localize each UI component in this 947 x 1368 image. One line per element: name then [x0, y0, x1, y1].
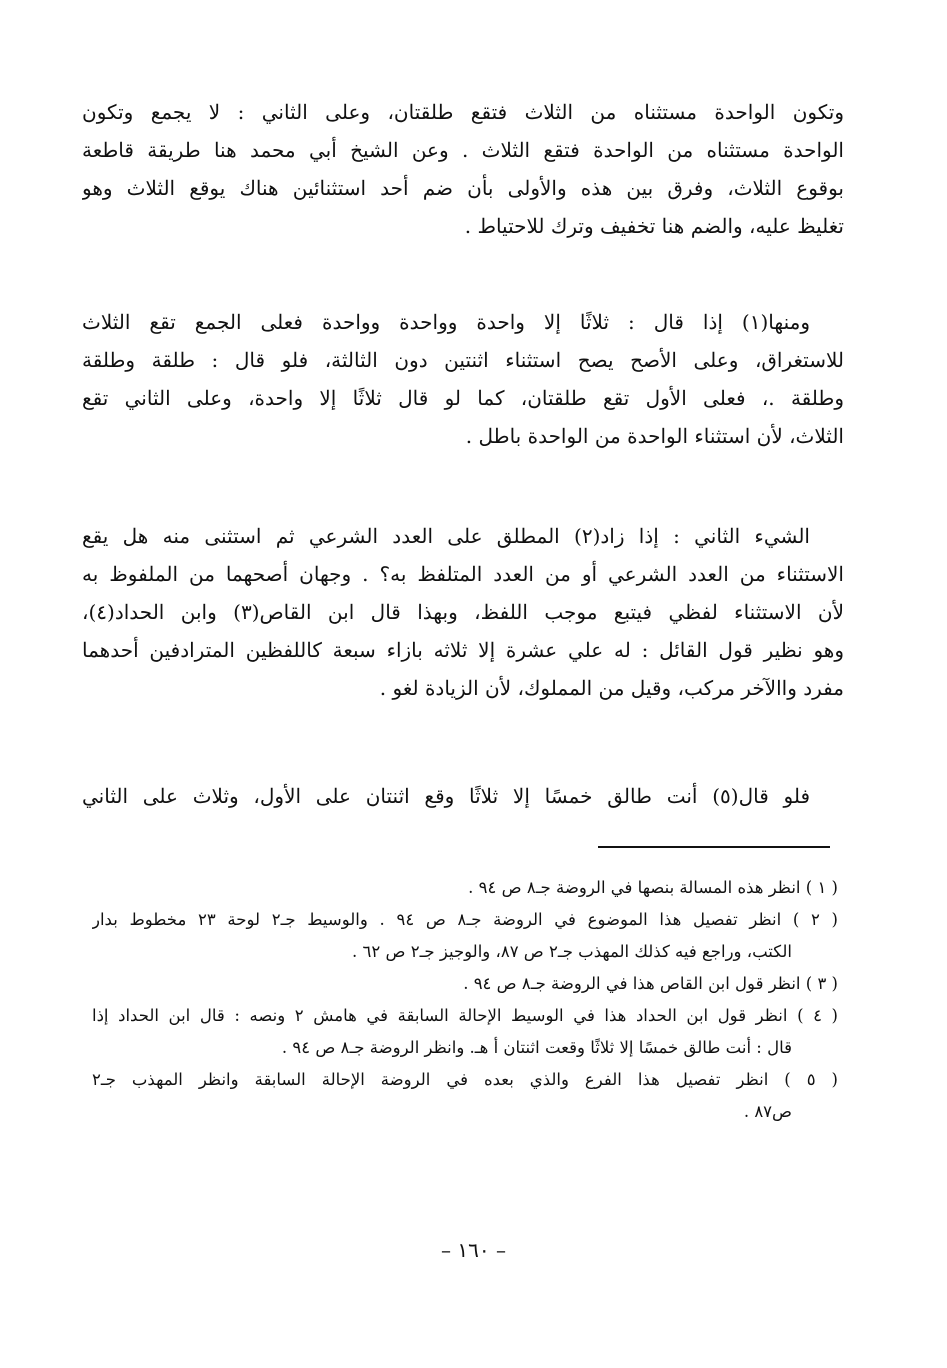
footnote-4: ( ٤ ) انظر قول ابن الحداد هذا في الوسيط الإحالة السابقة في هامش ٢ ونصه : قال ابن الحداد إذا — [92, 1006, 838, 1025]
footnote-separator — [598, 846, 830, 848]
text-line: وتكون الواحدة مستثناه من الثلاث فتقع طلقتان، وعلى الثاني : لا يجمع وتكون — [82, 100, 844, 124]
text-line: الثلاث، لأن استثناء الواحدة من الواحدة باطل . — [465, 424, 844, 448]
footnotes — [92, 872, 838, 1128]
footnote-2: ( ٢ ) انظر تفصيل هذا الموضوع في الروضة جـ٨ ص ٩٤ . والوسيط جـ٢ لوحة ٢٣ مخطوط بدار — [92, 910, 838, 929]
footnote-4-continuation: قال : أنت طالق خمسًا إلا ثلاثًا وقعت اثنتان أ هـ. وانظر الروضة جـ٨ ص ٩٤ . — [281, 1038, 792, 1057]
paragraph-2 — [82, 303, 844, 455]
text-line: ومنها(١) إذا قال : ثلاثًا إلا واحدة وواحدة وواحدة فعلى الجمع تقع الثلاث — [82, 310, 810, 334]
footnote-5-continuation: ص٨٧ . — [743, 1102, 792, 1121]
footnote-3: ( ٣ ) انظر قول ابن القاص هذا في الروضة جـ٨ ص ٩٤ . — [463, 974, 838, 993]
text-line: وطلقة .، فعلى الأول تقع طلقتان، كما لو قال ثلاثًا إلا واحدة، وعلى الثاني تقع — [82, 386, 844, 410]
footnote-5: ( ٥ ) انظر تفصيل هذا الفرع والذي بعده في الروضة الإحالة السابقة وانظر المهذب جـ٢ — [92, 1070, 838, 1089]
footnote-1: ( ١ ) انظر هذه المسالة بنصها في الروضة جـ٨ ص ٩٤ . — [468, 878, 838, 897]
text-line: للاستغراق، وعلى الأصح يصح استثناء اثنتين دون الثالثة، فلو قال : طلقة وطلقة — [82, 348, 844, 372]
text-line: تغليظ عليه، والضم هنا تخفيف وترك للاحتياط . — [464, 214, 844, 238]
text-line: مفرد واالآخر مركب، وقيل من المملوك، لأن الزيادة لغو . — [379, 676, 844, 700]
page-number: – ١٦٠ – — [441, 1238, 506, 1262]
text-line: فلو قال(٥) أنت طالق خمسًا إلا ثلاثًا وقع اثنتان على الأول، وثلاث على الثاني — [82, 784, 810, 808]
paragraph-4 — [82, 777, 844, 815]
text-line: وهو نظير قول القائل : له علي عشرة إلا ثلاثه بازاء سبعة كاللفظين المترادفين أحدهما — [82, 638, 844, 662]
footnote-2-continuation: الكتب، وراجع فيه كذلك المهذب جـ٢ ص ٨٧، والوجيز جـ٢ ص ٦٢ . — [352, 942, 792, 961]
paragraph-3 — [82, 517, 844, 707]
paragraph-1 — [82, 93, 844, 245]
text-line: لأن الاستثناء لفظي فيتبع موجب اللفظ، وبهذا قال ابن القاص(٣) وابن الحداد(٤)، — [82, 600, 844, 624]
text-line: الواحدة مستثناه من الواحدة فتقع الثلاث . وعن الشيخ أبي محمد هنا طريقة قاطعة — [82, 138, 844, 162]
text-line: الاستثناء من العدد الشرعي أو من العدد المتلفظ به؟ . وجهان أصحهما من الملفوظ به — [82, 562, 844, 586]
text-line: الشيء الثاني : إذا زاد(٢) المطلق على العدد الشرعي ثم استثنى منه هل يقع — [82, 524, 810, 548]
text-line: بوقوع الثلاث، وفرق بين هذه والأولى بأن ضم أحد استثنائين هناك يوقع الثلاث وهو — [82, 176, 844, 200]
